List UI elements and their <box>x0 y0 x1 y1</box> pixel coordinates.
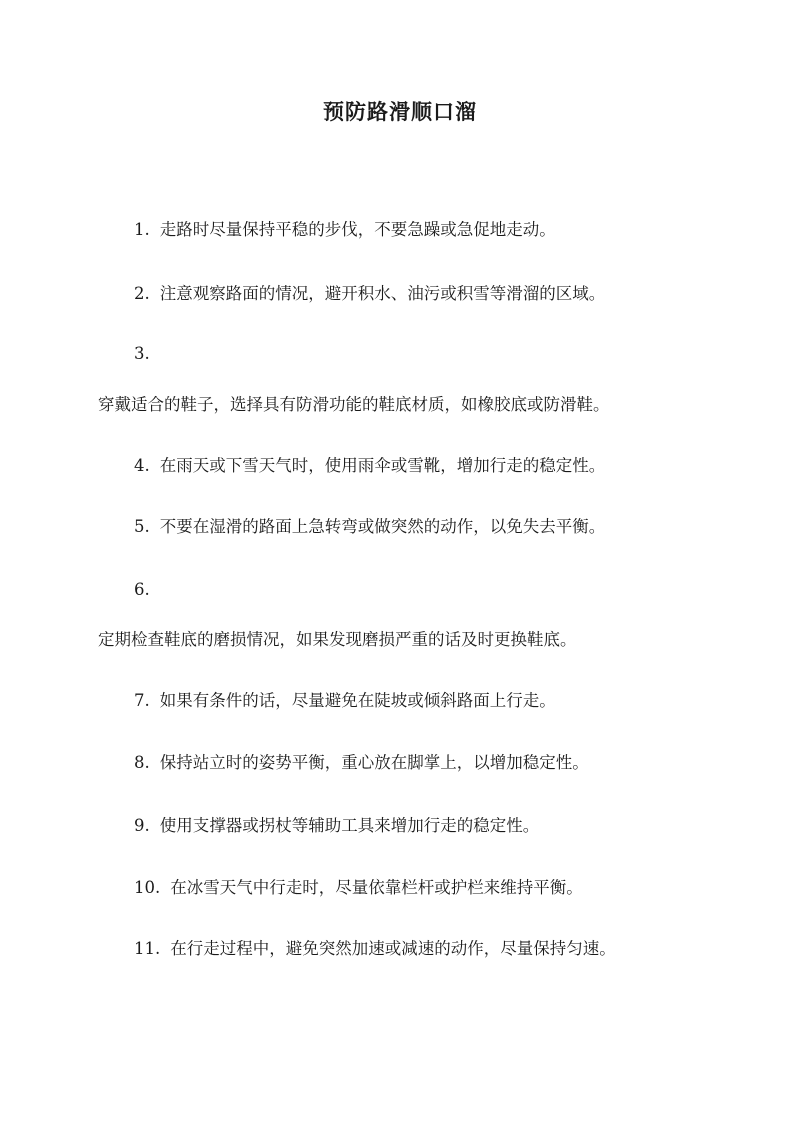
list-item-text: 在行走过程中，避免突然加速或减速的动作，尽量保持匀速。 <box>170 939 616 958</box>
list-item <box>134 454 605 478</box>
list-item-text: 穿戴适合的鞋子，选择具有防滑功能的鞋底材质，如橡胶底或防滑鞋。 <box>98 395 610 414</box>
list-item <box>134 814 539 838</box>
list-item-number: 5. <box>134 517 150 536</box>
list-item <box>134 218 556 242</box>
list-item-number: 1. <box>134 220 150 239</box>
list-item-text: 在雨天或下雪天气时，使用雨伞或雪靴，增加行走的稳定性。 <box>159 456 606 475</box>
list-item <box>134 876 583 900</box>
list-item <box>134 751 589 775</box>
page-title: 预防路滑顺口溜 <box>323 99 477 124</box>
list-item-text: 定期检查鞋底的磨损情况，如果发现磨损严重的话及时更换鞋底。 <box>98 630 577 649</box>
list-item-number: 8. <box>134 753 150 772</box>
list-item-number: 4. <box>134 456 150 475</box>
list-item <box>134 282 605 306</box>
list-item <box>134 689 556 713</box>
list-item-text: 不要在湿滑的路面上急转弯或做突然的动作，以免失去平衡。 <box>159 517 606 536</box>
list-item-text: 走路时尽量保持平稳的步伐，不要急躁或急促地走动。 <box>159 220 556 239</box>
list-item-number: 3. <box>134 344 150 363</box>
list-item-number: 11. <box>134 939 161 958</box>
list-item-text: 使用支撑器或拐杖等辅助工具来增加行走的稳定性。 <box>159 816 540 835</box>
list-item-number: 10. <box>134 878 161 897</box>
list-item-text: 在冰雪天气中行走时，尽量依靠栏杆或护栏来维持平衡。 <box>170 878 583 897</box>
list-item-number: 7. <box>134 691 150 710</box>
list-item-number: 9. <box>134 816 150 835</box>
list-item-text: 如果有条件的话，尽量避免在陡坡或倾斜路面上行走。 <box>159 691 556 710</box>
list-item-text: 保持站立时的姿势平衡，重心放在脚掌上，以增加稳定性。 <box>159 753 589 772</box>
list-item <box>134 937 616 961</box>
list-item-number: 6. <box>134 580 150 599</box>
list-item-text: 注意观察路面的情况，避开积水、油污或积雪等滑溜的区域。 <box>159 284 606 303</box>
list-item-number: 2. <box>134 284 150 303</box>
list-item <box>134 515 605 539</box>
